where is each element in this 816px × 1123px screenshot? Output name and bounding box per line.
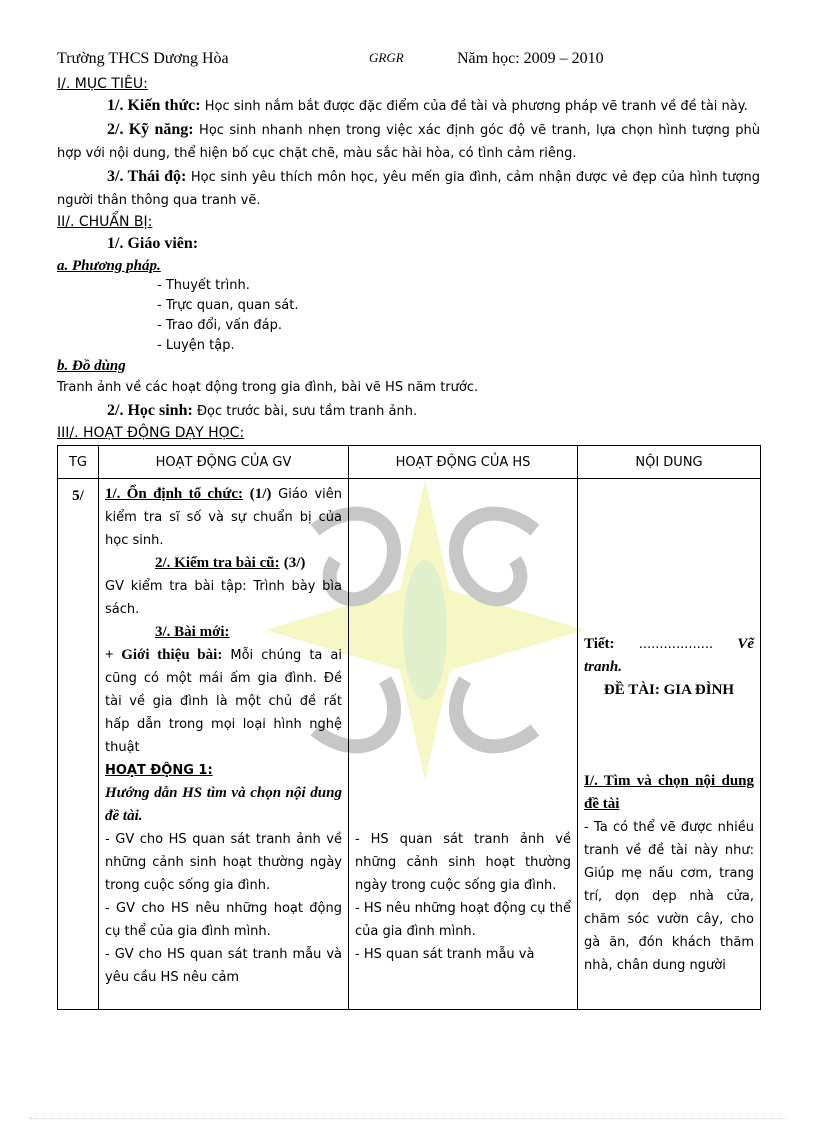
student-step: - HS nêu những hoạt động cụ thể của gia đình mình.: [355, 901, 572, 939]
intro-text: Mỗi chúng ta ai cũng có một mái ấm gia đình. Đề tài về gia đình là một chủ đề rất hấp dẫn trong mọi loại hình nghệ thuật: [105, 648, 343, 755]
student-activity-cell: [349, 479, 578, 1010]
stabilize-text: Giáo viên kiểm tra sĩ số và sự chuẩn bị của học sinh.: [105, 487, 342, 548]
col-header-tg: TG: [58, 446, 99, 479]
lesson-table: [57, 445, 761, 1010]
method-item: - Trực quan, quan sát.: [157, 298, 299, 313]
materials-label: b. Đồ dùng: [57, 358, 126, 374]
header-ornament: GRGR: [369, 50, 404, 65]
review-label: 2/. Kiểm tra bài cũ:: [155, 555, 280, 571]
activity1-label: HOẠT ĐỘNG 1:: [105, 763, 213, 778]
review-time: (3/): [283, 555, 306, 571]
period-label: Tiết:: [584, 636, 615, 652]
activity1-title: Hướng dẫn HS tìm và chọn nội dung đề tài.: [105, 785, 342, 824]
new-lesson-label: 3/. Bài mới:: [155, 624, 230, 640]
teacher-step: - GV cho HS quan sát tranh mẫu và yêu cầu HS nêu cảm: [105, 947, 342, 985]
method-label: a. Phương pháp.: [57, 258, 161, 274]
school-year: Năm học: 2009 – 2010: [457, 50, 604, 67]
skills-text: Học sinh nhanh nhẹn trong việc xác định góc độ vẽ tranh, lựa chọn hình tượng phù hợp với nội dung, thể hiện bố cục chặt chẽ, màu sắc hài hòa, có tình cảm riêng.: [57, 123, 760, 161]
section-title-preparation: II/. CHUẨN BỊ:: [57, 214, 153, 230]
knowledge-label: 1/. Kiến thức:: [107, 97, 201, 114]
content-cell: [578, 479, 761, 1010]
teacher-prep: [57, 232, 760, 256]
student-step: - HS quan sát tranh ảnh về những cảnh sinh hoạt thường ngày trong cuộc sống gia đình.: [355, 832, 571, 893]
knowledge-text: Học sinh nắm bắt được đặc điểm của đề tài và phương pháp vẽ tranh về đề tài này.: [204, 99, 748, 114]
attitude-text: Học sinh yêu thích môn học, yêu mến gia đình, cảm nhận được vẻ đẹp của hình tượng người thân thông qua tranh vẽ.: [57, 170, 761, 208]
school-name: Trường THCS Dương Hòa: [57, 50, 229, 67]
section-title-objectives: I/. MỤC TIÊU:: [57, 76, 148, 92]
col-header-student: HOẠT ĐỘNG CỦA HS: [349, 446, 578, 479]
materials-text: Tranh ảnh về các hoạt động trong gia đình, bài vẽ HS năm trước.: [57, 380, 479, 395]
content-text: - Ta có thể vẽ được nhiều tranh về đề tài này như: Giúp mẹ nấu cơm, trang trí, dọn dẹp nhà cửa, chăm sóc vườn cây, cho gà ăn, đón khách thăm nhà, chân dung người: [584, 820, 754, 973]
page-header: [57, 48, 760, 74]
period-dots: ..................: [638, 637, 714, 652]
section-title-activities: III/. HOẠT ĐỘNG DẠY HỌC:: [57, 425, 245, 441]
col-header-teacher: HOẠT ĐỘNG CỦA GV: [99, 446, 349, 479]
method-item: - Thuyết trình.: [157, 278, 250, 293]
table-header-row: [58, 446, 761, 479]
topic-title: ĐỀ TÀI: GIA ĐÌNH: [603, 682, 735, 698]
period-title: Vẽ tranh.: [584, 636, 754, 675]
method-item: - Trao đổi, vấn đáp.: [157, 318, 282, 333]
teacher-activity-cell: [99, 479, 349, 1010]
content-heading: I/. Tìm và chọn nội dung đề tài: [584, 773, 754, 812]
document-page: [57, 48, 760, 1010]
col-header-content: NỘI DUNG: [578, 446, 761, 479]
skills-label: 2/. Kỹ năng:: [107, 121, 194, 138]
table-row: [58, 479, 761, 1010]
objective-attitude: [57, 165, 760, 212]
stabilize-time: (1/): [249, 486, 272, 502]
student-text: Đọc trước bài, sưu tầm tranh ảnh.: [196, 404, 418, 419]
student-step: - HS quan sát tranh mẫu và: [355, 947, 535, 962]
teacher-label: 1/. Giáo viên:: [107, 235, 199, 252]
teacher-step: - GV cho HS quan sát tranh ảnh về những cảnh sinh hoạt thường ngày trong cuộc sống gia đình.: [105, 832, 342, 893]
objective-knowledge: [57, 94, 760, 118]
method-item: - Luyện tập.: [157, 338, 235, 353]
stabilize-label: 1/. Ổn định tổ chức:: [105, 486, 244, 502]
attitude-label: 3/. Thái độ:: [107, 168, 187, 185]
objective-skills: [57, 118, 760, 165]
time-cell: 5/: [58, 479, 99, 1010]
intro-label: + Giới thiệu bài:: [105, 647, 223, 663]
teacher-step: - GV cho HS nêu những hoạt động cụ thể của gia đình mình.: [105, 901, 342, 939]
student-prep: [57, 399, 760, 423]
footer-rule: [30, 1118, 786, 1119]
student-label: 2/. Học sinh:: [107, 402, 193, 419]
method-list: [157, 276, 760, 356]
review-text: GV kiểm tra bài tập: Trình bày bìa sách.: [105, 579, 342, 617]
